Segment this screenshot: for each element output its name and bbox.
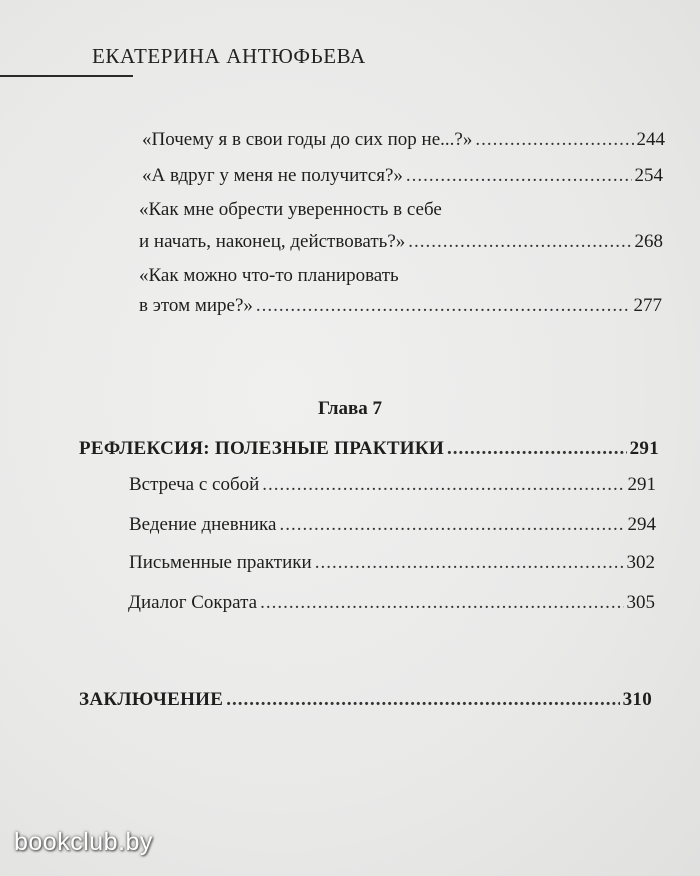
toc-entry: [142, 128, 665, 152]
toc-page-number: 291: [627, 474, 656, 495]
dot-leader: [256, 294, 631, 318]
toc-entry: [129, 551, 655, 575]
toc-entry-text: Диалог Сократа: [128, 592, 258, 613]
dot-leader: [262, 473, 624, 497]
toc-entry-text: Письменные практики: [129, 552, 312, 573]
toc-entry: [139, 294, 662, 318]
toc-entry-text: Ведение дневника: [129, 514, 277, 535]
toc-entry-text-line: «Как можно что-то планировать: [139, 265, 399, 286]
chapter-title: РЕФЛЕКСИЯ: ПОЛЕЗНЫЕ ПРАКТИКИ: [79, 438, 445, 459]
toc-page-number: 268: [634, 231, 663, 252]
dot-leader: [408, 230, 631, 254]
toc-entry-text: в этом мире?»: [139, 295, 253, 316]
conclusion-title: ЗАКЛЮЧЕНИЕ: [79, 689, 224, 710]
toc-entry-text: «А вдруг у меня не получится?»: [142, 165, 403, 186]
dot-leader: [447, 437, 627, 461]
toc-entry-text: «Почему я в свои годы до сих пор не...?»: [142, 129, 473, 150]
toc-entry-text: и начать, наконец, действовать?»: [139, 231, 406, 252]
toc-page-number: 277: [633, 295, 662, 316]
toc-page-number: 291: [629, 438, 659, 459]
dot-leader: [260, 591, 623, 615]
dot-leader: [475, 128, 633, 152]
toc-entry: [129, 473, 656, 497]
toc-entry: [139, 230, 663, 254]
dot-leader: [226, 688, 619, 712]
toc-page-number: 305: [626, 592, 655, 613]
running-head-author: ЕКАТЕРИНА АНТЮФЬЕВА: [92, 44, 366, 68]
dot-leader: [279, 513, 624, 537]
dot-leader: [315, 551, 624, 575]
site-watermark: bookclub.by: [14, 828, 153, 856]
chapter-label: Глава 7: [317, 398, 383, 419]
header-rule: [0, 75, 133, 77]
toc-page-number: 302: [626, 552, 655, 573]
toc-page-number: 294: [627, 514, 656, 535]
toc-entry: [129, 513, 656, 537]
toc-entry-text: Встреча с собой: [129, 474, 260, 495]
toc-page-number: 244: [636, 129, 665, 150]
dot-leader: [406, 164, 632, 188]
toc-entry-text-line: «Как мне обрести уверенность в себе: [139, 199, 442, 220]
conclusion-entry: [79, 688, 652, 712]
chapter-title-entry: [79, 437, 659, 461]
toc-page-number: 254: [634, 165, 663, 186]
toc-page-number: 310: [622, 689, 652, 710]
toc-entry: [128, 591, 655, 615]
toc-entry: [142, 164, 663, 188]
